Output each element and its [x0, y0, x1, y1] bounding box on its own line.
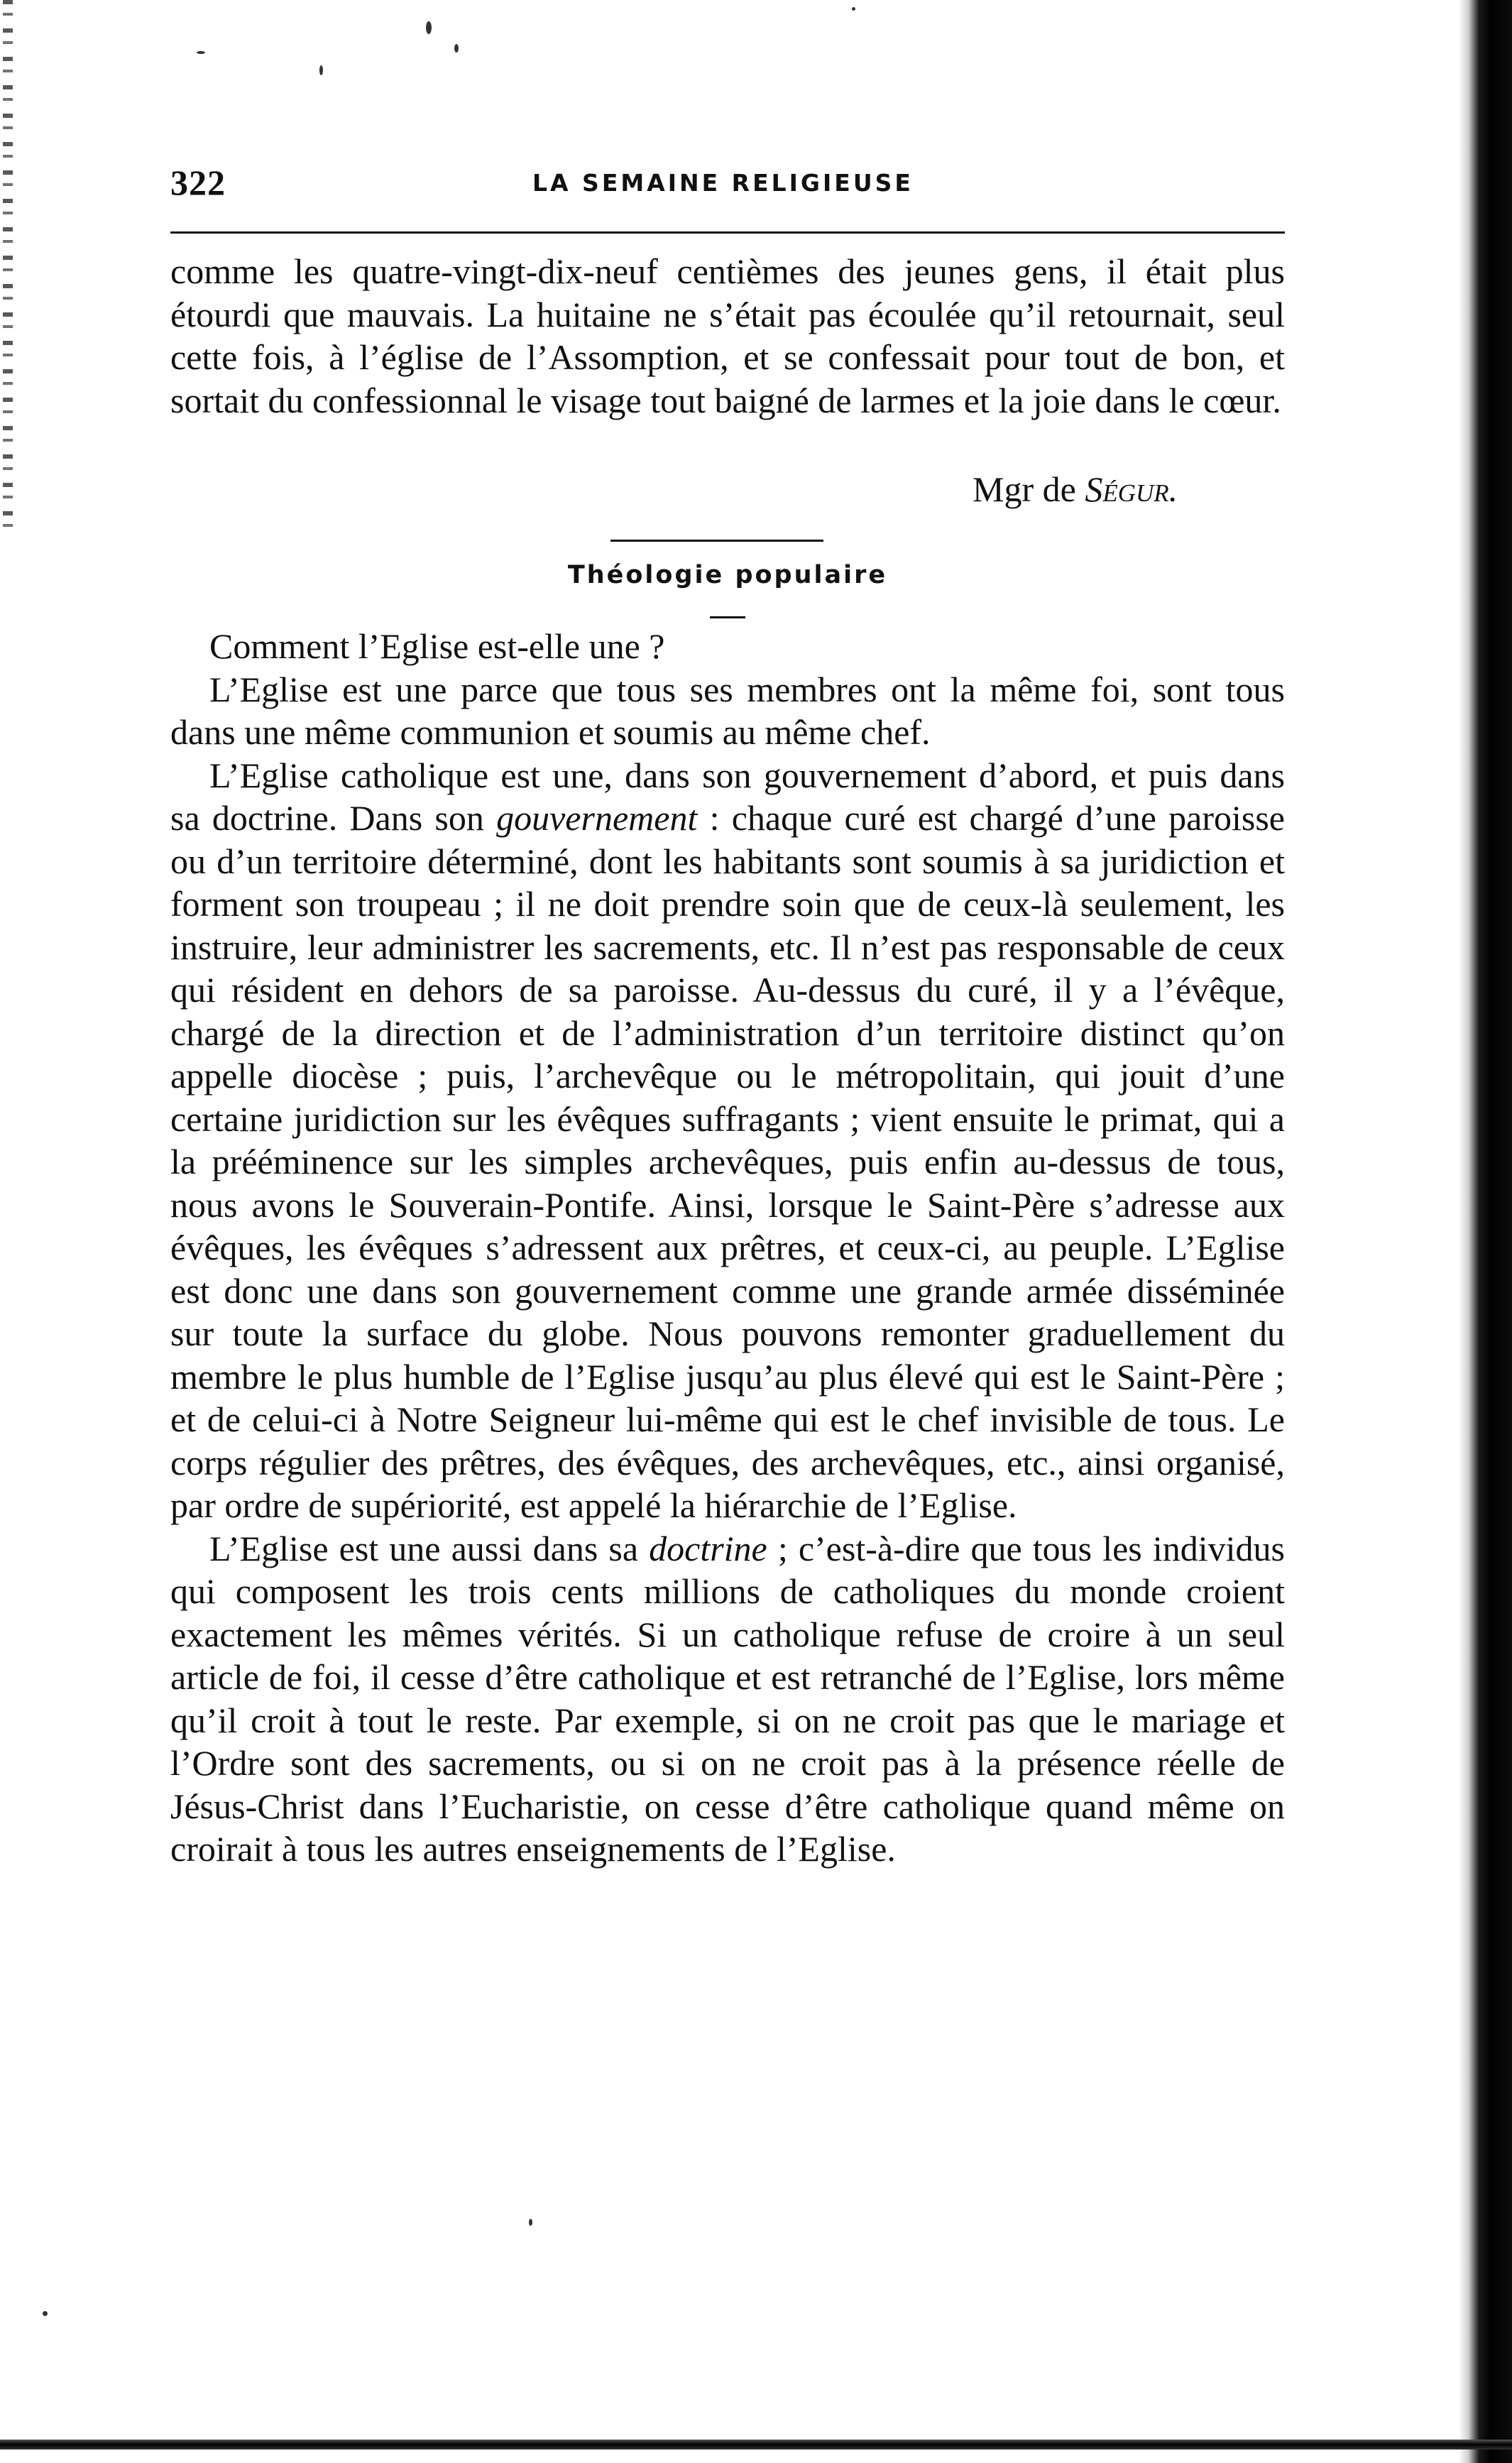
- intro-paragraph: comme les quatre-vingt-dix-neuf centièmes des jeunes gens, il était plus étourdi que mauvais. La huitaine ne s’était pas écoulée qu’il retournait, seul cette fois, à l’église de l’Assomption, et se confessait pour tout de bon, et sortait du confessionnal le visage tout baigné de larmes et la joie dans le cœur.: [170, 251, 1285, 420]
- title-dash: [710, 616, 745, 618]
- page-number: 322: [170, 163, 226, 202]
- scan-edge-bottom: [0, 2440, 1512, 2450]
- header-rule: [170, 231, 1285, 234]
- signature-name: Ségur.: [1085, 469, 1178, 509]
- answer-2-start: L’Eglise catholique est une, dans son gouvernement d’abord, et puis dans sa doctrine. Dans son: [170, 755, 1285, 838]
- answer-paragraph-2: [170, 754, 1285, 1527]
- scan-speck: [43, 2311, 48, 2316]
- running-title: LA SEMAINE RELIGIEUSE: [532, 169, 914, 197]
- scan-speck: [319, 65, 323, 75]
- answer-3-start: L’Eglise est une aussi dans sa: [209, 1528, 650, 1568]
- page-header: [170, 162, 1306, 212]
- answer-2-rest: : chaque curé est chargé d’une paroisse ou d’un territoire déterminé, dont les habitants sont soumis à sa juridiction et forment son troupeau ; il ne doit prendre soin que de ceux-là seulement, les instruire, leur administrer les sacrements, etc. Il n’est pas responsable de ceux qui résident en dehors de sa paroisse. Au-dessus du curé, il y a l’évêque, chargé de la direction et de l’administration d’un territoire distinct qu’on appelle diocèse ; puis, l’archevêque ou le métropolitain, qui jouit d’une certaine juridiction sur les évêques suffragants ; vient ensuite le primat, qui a la prééminence sur les simples archevêques, puis enfin au-dessus de tous, nous avons le Souverain-Pontife. Ainsi, lorsque le Saint-Père s’adresse aux évêques, les évêques s’adressent aux prêtres, et ceux-ci, au peuple. L’Eglise est donc une dans son gouvernement comme une grande armée disséminée sur toute la surface du globe. Nous pouvons remonter graduellement du membre le plus humble de l’Eglise jusqu’au plus élevé qui est le Saint-Père ; et de celui-ci à Notre Seigneur lui-même qui est le chef invisible de tous. Le corps régulier des prêtres, des évêques, des archevêques, etc., ainsi organisé, par ordre de supériorité, est appelé la hiérarchie de l’Eglise.: [170, 798, 1286, 1525]
- scan-speck: [454, 44, 459, 53]
- question: Comment l’Eglise est-elle une ?: [209, 626, 665, 666]
- answer-paragraph-3: [170, 1527, 1285, 1871]
- scan-speck: [852, 7, 855, 11]
- section-title: Théologie populaire: [567, 561, 888, 589]
- section-separator: [610, 540, 823, 542]
- scan-speck: [426, 21, 432, 34]
- scan-speck: [529, 2219, 532, 2226]
- signature-prefix: Mgr de: [973, 469, 1085, 509]
- intro-block: [170, 250, 1285, 422]
- answer-3-emphasis: doctrine: [649, 1528, 767, 1568]
- scan-edge-left: [3, 0, 13, 540]
- scan-edge-right: [1459, 0, 1512, 2463]
- answer-paragraph-1: L’Eglise est une parce que tous ses membres ont la même foi, sont tous dans une même communion et soumis au même chef.: [170, 669, 1285, 752]
- signature: [973, 469, 1178, 510]
- section-body: [170, 625, 1285, 1871]
- answer-2-emphasis: gouvernement: [496, 798, 698, 838]
- answer-3-rest: ; c’est-à-dire que tous les individus qui composent les trois cents millions de catholiques du monde croient exactement les mêmes vérités. Si un catholique refuse de croire à un seul article de foi, il cesse d’être catholique et est retranché de l’Eglise, lors même qu’il croit à tout le reste. Par exemple, si on ne croit pas que le mariage et l’Ordre sont des sacrements, ou si on ne croit pas à la présence réelle de Jésus-Christ dans l’Eucharistie, on cesse d’être catholique quand même on croirait à tous les autres enseignements de l’Eglise.: [170, 1528, 1285, 1869]
- scan-speck: [197, 51, 205, 54]
